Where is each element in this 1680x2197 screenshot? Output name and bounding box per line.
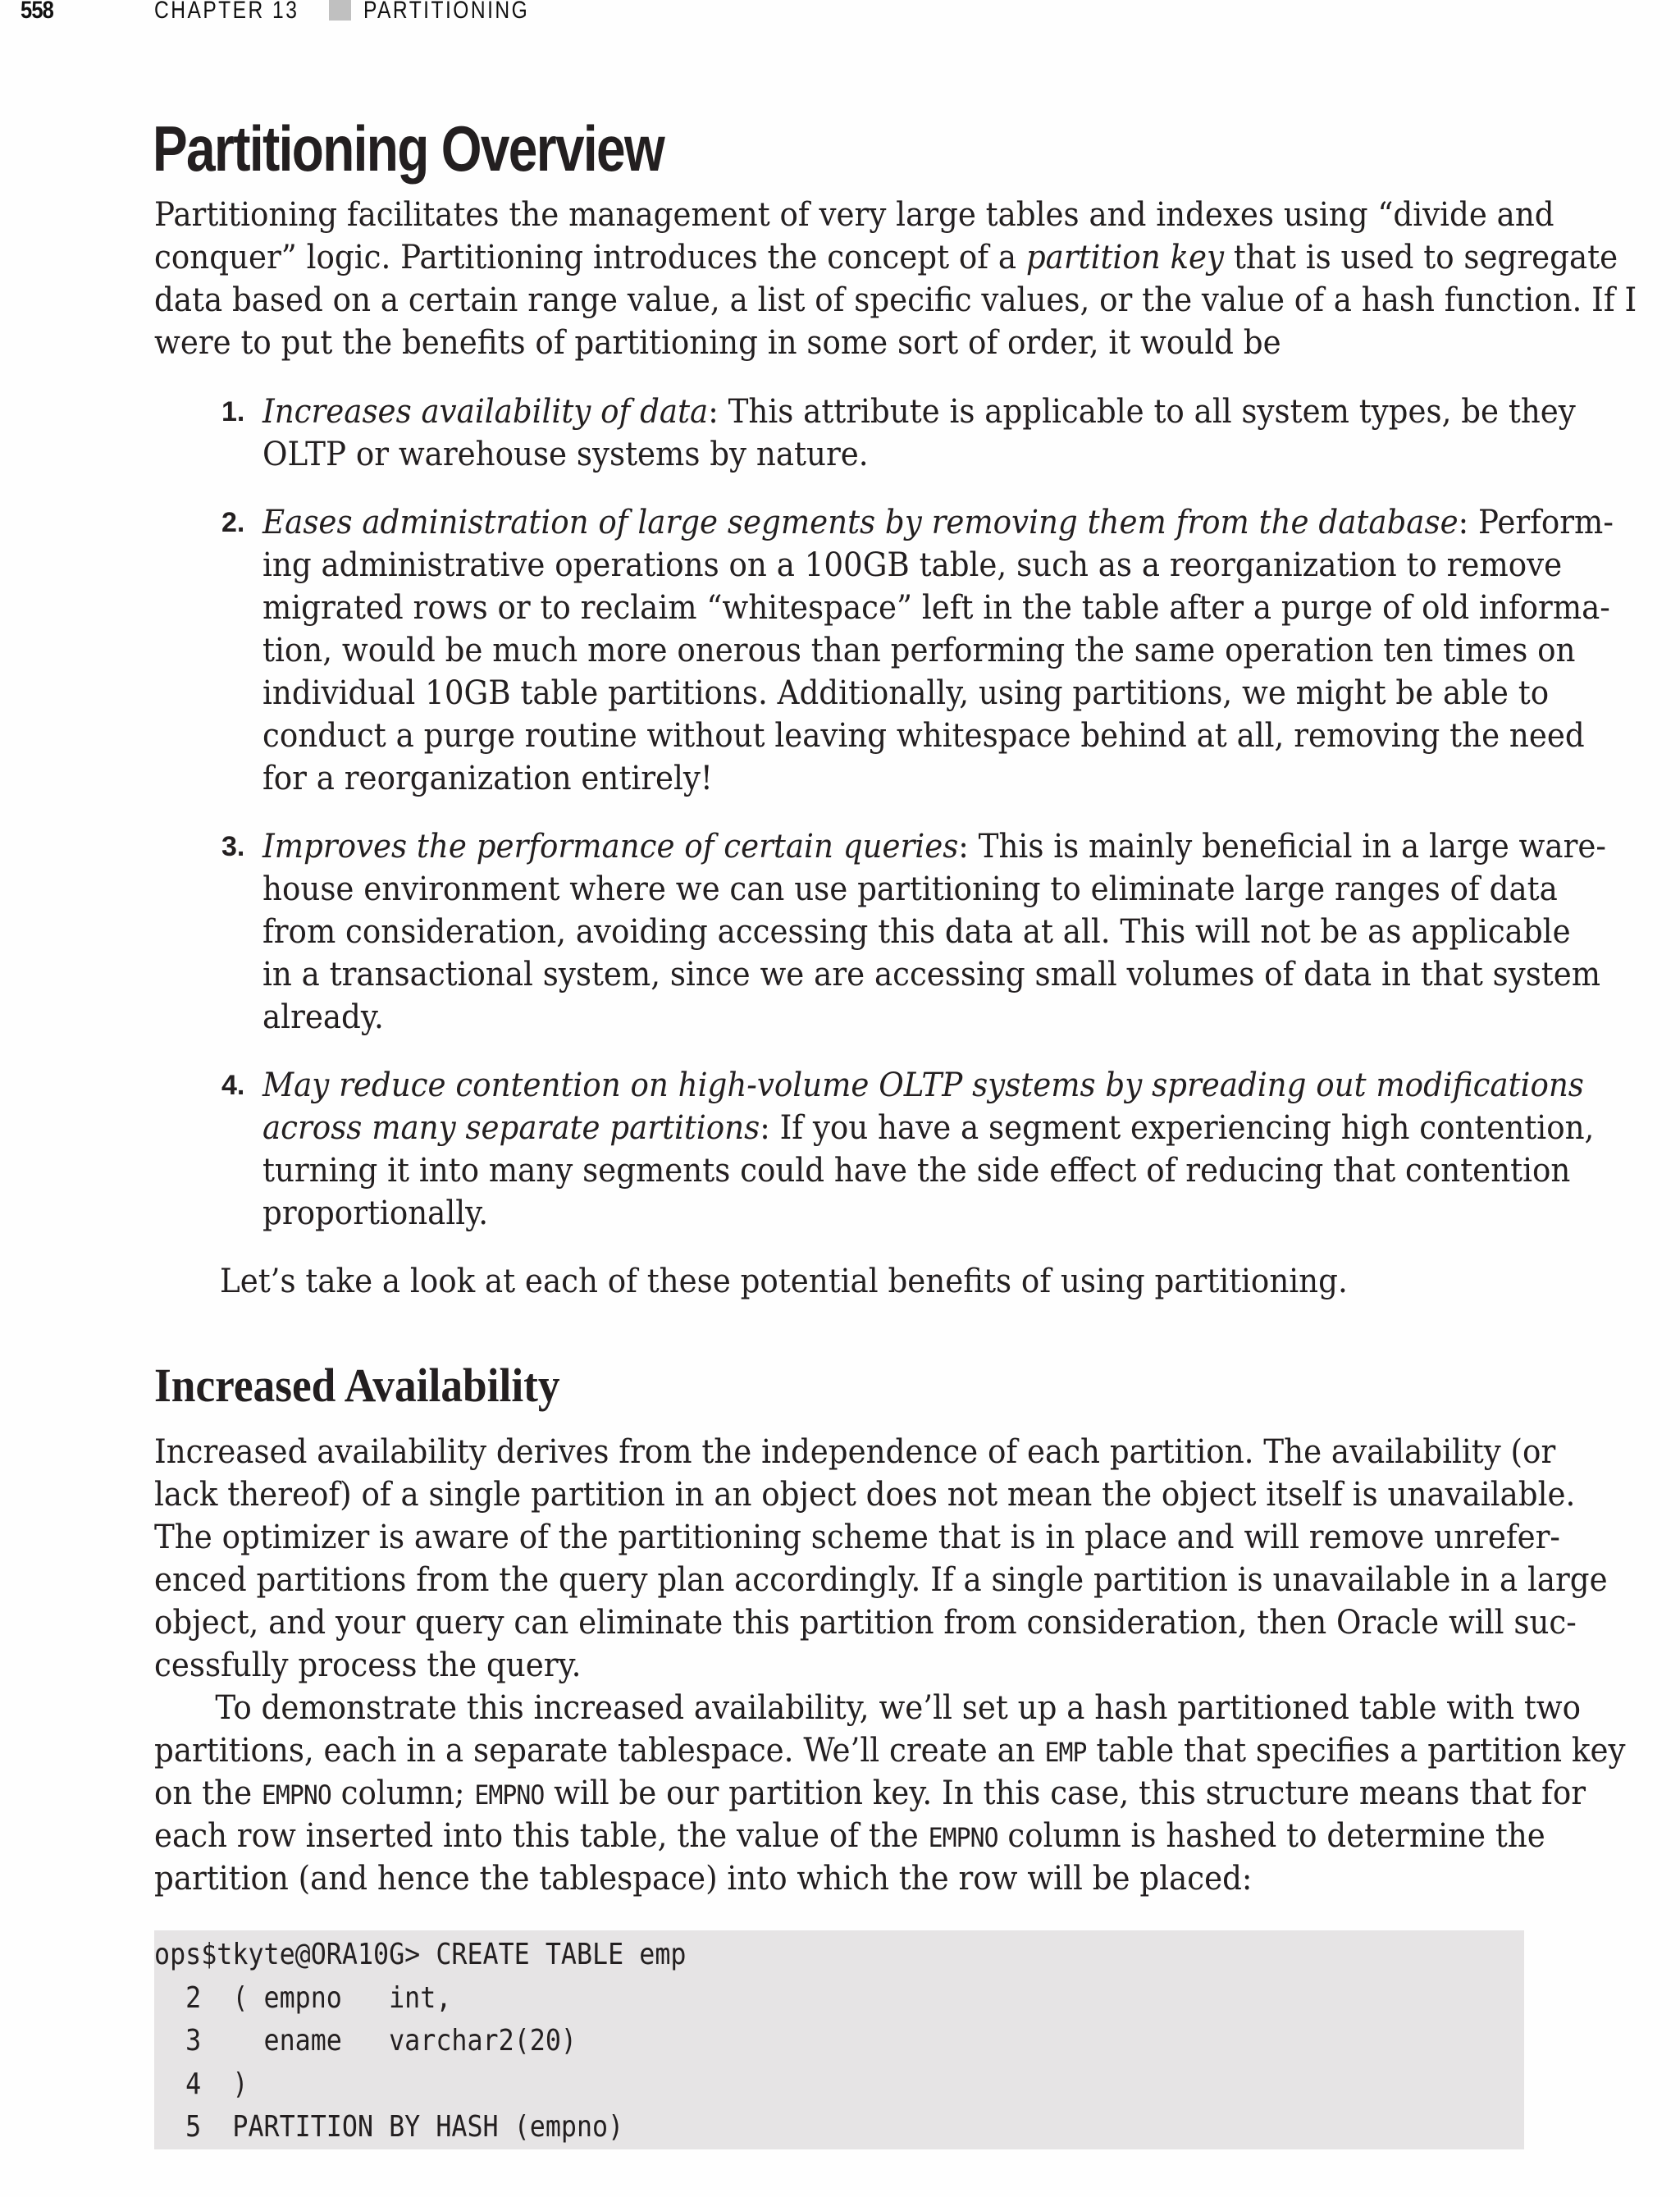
text-line xyxy=(154,1729,1626,1772)
text-span: column; xyxy=(331,1774,475,1812)
text-span: : Perform- xyxy=(1458,504,1614,541)
intro-paragraph xyxy=(154,194,1637,364)
text-line: enced partitions from the query plan accordingly. If a single partition is unavailable in a large xyxy=(154,1561,1608,1599)
text-line: conduct a purge routine without leaving whitespace behind at all, removing the need xyxy=(262,717,1585,755)
text-line: lack thereof) of a single partition in an object does not mean the object itself is unavailable. xyxy=(154,1476,1576,1514)
list-number: 4. xyxy=(221,1070,245,1101)
text-line xyxy=(262,391,1576,433)
text-line xyxy=(154,1815,1545,1857)
text-span: that is used to segregate xyxy=(1224,239,1618,276)
code-term-empno: EMPNO xyxy=(474,1779,545,1811)
text-line xyxy=(154,236,1618,279)
list-term: Increases availability of data xyxy=(262,393,709,431)
text-line: house environment where we can use partitioning to eliminate large ranges of data xyxy=(262,870,1558,908)
list-number: 3. xyxy=(221,831,245,862)
text-line: already. xyxy=(262,998,384,1036)
text-line: ing administrative operations on a 100GB table, such as a reorganization to remove xyxy=(262,546,1563,584)
text-line xyxy=(262,1107,1595,1149)
page-number: 558 xyxy=(21,0,54,24)
text-span: : This attribute is applicable to all system types, be they xyxy=(708,393,1576,431)
list-item xyxy=(213,825,1606,1039)
text-span: partitions, each in a separate tablespace. We’ll create an xyxy=(154,1732,1045,1770)
availability-paragraph xyxy=(154,1431,1626,1900)
text-line: migrated rows or to reclaim “whitespace” left in the table after a purge of old informa- xyxy=(262,589,1610,627)
text-span: on the xyxy=(154,1774,262,1812)
text-line: from consideration, avoiding accessing this data at all. This will not be as applicable xyxy=(262,913,1571,951)
benefits-list xyxy=(213,391,1614,1303)
text-line: Increased availability derives from the independence of each partition. The availability (or xyxy=(154,1433,1556,1471)
running-head xyxy=(0,0,1680,26)
text-span: each row inserted into this table, the value of the xyxy=(154,1817,929,1855)
list-item xyxy=(213,501,1614,800)
text-span: column is hashed to determine the xyxy=(998,1817,1545,1855)
code-line: 4 ) xyxy=(154,2067,249,2101)
text-line: for a reorganization entirely! xyxy=(262,760,713,797)
text-span: : If you have a segment experiencing high contention, xyxy=(760,1109,1595,1147)
text-line: tion, would be much more onerous than performing the same operation ten times on xyxy=(262,632,1576,669)
text-line: partition (and hence the tablespace) into which the row will be placed: xyxy=(154,1860,1253,1898)
code-term-empno: EMPNO xyxy=(261,1779,331,1811)
list-item xyxy=(213,1064,1595,1235)
section-heading-partitioning-overview: Partitioning Overview xyxy=(153,112,664,185)
text-line: The optimizer is aware of the partitioning scheme that is in place and will remove unrefer- xyxy=(154,1519,1560,1556)
text-span: : This is mainly beneficial in a large ware- xyxy=(958,828,1606,866)
text-line xyxy=(262,825,1606,868)
text-line: individual 10GB table partitions. Additionally, using partitions, we might be able to xyxy=(262,674,1550,712)
text-line xyxy=(262,501,1614,544)
list-term: across many separate partitions xyxy=(262,1109,760,1147)
text-line: Let’s take a look at each of these potential benefits of using partitioning. xyxy=(220,1263,1348,1300)
list-item xyxy=(213,391,1576,476)
list-term: Improves the performance of certain queries xyxy=(262,828,959,866)
text-line: turning it into many segments could have the side effect of reducing that contention xyxy=(262,1152,1571,1190)
text-line: To demonstrate this increased availability, we’ll set up a hash partitioned table with two xyxy=(215,1689,1582,1727)
code-line: 3 ename varchar2(20) xyxy=(154,2024,577,2058)
code-line: ops$tkyte@ORA10G> CREATE TABLE emp xyxy=(154,1938,687,1971)
code-line: 2 ( empno int, xyxy=(154,1980,452,2015)
text-line: cessfully process the query. xyxy=(154,1647,582,1684)
text-line: proportionally. xyxy=(262,1194,489,1232)
code-term-emp: EMP xyxy=(1044,1737,1087,1768)
text-span: table that specifies a partition key xyxy=(1086,1732,1626,1770)
text-line: OLTP or warehouse systems by nature. xyxy=(262,436,869,473)
code-block xyxy=(154,1930,1524,2149)
text-line: were to put the benefits of partitioning in some sort of order, it would be xyxy=(154,324,1281,362)
text-line: data based on a certain range value, a list of specific values, or the value of a hash function. If I xyxy=(154,281,1637,319)
text-span: will be our partition key. In this case, this structure means that for xyxy=(544,1774,1586,1812)
list-term: Eases administration of large segments by removing them from the database xyxy=(262,504,1459,541)
chapter-label: CHAPTER 13 xyxy=(154,0,299,24)
list-term: May reduce contention on high-volume OLTP systems by spreading out modifications xyxy=(262,1067,1584,1104)
closing-paragraph xyxy=(213,1260,1559,1303)
text-line: in a transactional system, since we are accessing small volumes of data in that system xyxy=(262,956,1601,993)
code-line: 5 PARTITION BY HASH (empno) xyxy=(154,2110,624,2144)
text-span: conquer” logic. Partitioning introduces the concept of a xyxy=(154,239,1026,276)
chapter-title: PARTITIONING xyxy=(363,0,530,24)
partition-key-term: partition key xyxy=(1025,239,1225,276)
list-number: 2. xyxy=(221,507,245,538)
text-line xyxy=(154,1772,1586,1815)
text-line: object, and your query can eliminate this partition from consideration, then Oracle will suc- xyxy=(154,1604,1577,1642)
text-line: Partitioning facilitates the management of very large tables and indexes using “divide and xyxy=(154,196,1554,234)
separator-square-icon xyxy=(329,0,351,21)
code-term-empno: EMPNO xyxy=(928,1822,998,1853)
list-number: 1. xyxy=(221,396,245,427)
section-heading-increased-availability: Increased Availability xyxy=(154,1359,560,1412)
